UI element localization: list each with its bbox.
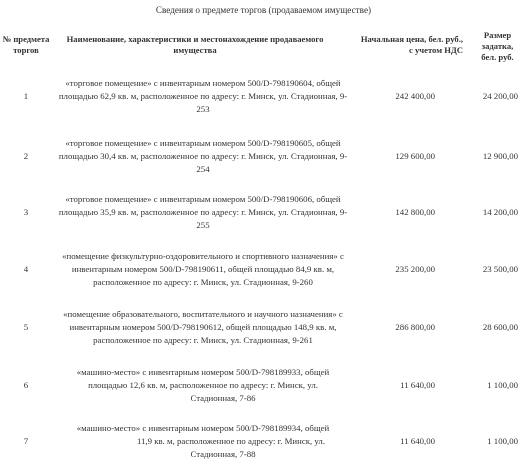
description-line: инвентарным номером 500/D-798190612, общей площадью 148,9 кв. м,	[69, 322, 337, 332]
header-lot-number	[0, 34, 52, 56]
description-line: «торговое помещение» с инвентарным номером 500/D-798190606, общей	[65, 194, 341, 204]
description-line: инвентарным номером 500/D-798190611, общей площадью 84,9 кв. м,	[71, 264, 335, 274]
description-line: «торговое помещение» с инвентарным номером 500/D-798190605, общей	[65, 138, 341, 148]
lot-number: 4	[23, 264, 29, 274]
deposit-amount: 24 200,00	[482, 91, 518, 101]
header-deposit-line: задатка,	[481, 41, 514, 51]
description-line: 255	[196, 220, 210, 230]
description-line: 11,9 кв. м, расположенное по адресу: г. Минск, ул.	[136, 436, 326, 446]
description-line: Стадионная, 7-86	[190, 393, 256, 403]
deposit-amount: 1 100,00	[487, 436, 518, 446]
start-price: 11 640,00	[400, 380, 435, 390]
start-price: 235 200,00	[395, 264, 435, 274]
header-price-line: с учетом НДС	[409, 45, 463, 55]
lot-number: 5	[23, 322, 29, 332]
description-line: площадью 62,9 кв. м, расположенное по адресу: г. Минск, ул. Стадионная, 9-	[58, 91, 348, 101]
description-line: «машино-место» с инвентарным номером 500/D-798189934, общей	[76, 423, 330, 433]
lot-description	[56, 422, 350, 461]
lot-number: 3	[23, 207, 29, 217]
description-line: расположенное по адресу: г. Минск, ул. Стадионная, 9-260	[93, 277, 313, 287]
lot-description	[56, 137, 350, 176]
description-line: «торговое помещение» с инвентарным номером 500/D-798190604, общей	[65, 78, 341, 88]
description-line: «помещение образовательного, воспитательного и научного назначения» с	[63, 309, 343, 319]
header-name-line: Наименование, характеристики и местонахождение продаваемого	[66, 34, 324, 44]
header-deposit	[468, 30, 527, 63]
description-line: «машино-место» с инвентарным номером 500/D-798189933, общей	[76, 367, 330, 377]
header-name-line: имущества	[173, 45, 217, 55]
description-line: Стадионная, 7-88	[190, 449, 256, 459]
start-price: 11 640,00	[400, 436, 435, 446]
table-header	[0, 30, 527, 70]
description-line: расположенное по адресу: г. Минск, ул. Стадионная, 9-261	[93, 335, 313, 345]
lot-description	[56, 308, 350, 347]
header-deposit-line: бел. руб.	[481, 52, 514, 62]
lot-description	[56, 250, 350, 289]
deposit-amount: 12 900,00	[482, 151, 518, 161]
lot-number: 2	[23, 151, 29, 161]
description-line: площадью 30,4 кв. м, расположенное по адресу: г. Минск, ул. Стадионная, 9-	[58, 151, 348, 161]
start-price: 286 800,00	[395, 322, 435, 332]
header-num-line: № предмета	[2, 34, 50, 44]
deposit-amount: 23 500,00	[482, 264, 518, 274]
start-price: 242 400,00	[395, 91, 435, 101]
description-line: площадью 12,6 кв. м, расположенное по адресу: г. Минск, ул.	[88, 380, 318, 390]
description-line: «помещение физкультурно-оздоровительного и спортивного назначения» с	[62, 251, 344, 261]
header-start-price	[355, 34, 463, 56]
header-description	[52, 34, 338, 56]
description-line: 253	[196, 104, 210, 114]
lot-number: 6	[23, 380, 29, 390]
description-line: площадью 35,9 кв. м, расположенное по адресу: г. Минск, ул. Стадионная, 9-	[58, 207, 348, 217]
start-price: 142 800,00	[395, 207, 435, 217]
header-price-line: Начальная цена, бел. руб.,	[360, 34, 463, 44]
lot-number: 1	[23, 91, 29, 101]
deposit-amount: 14 200,00	[482, 207, 518, 217]
lot-description	[56, 77, 350, 116]
start-price: 129 600,00	[395, 151, 435, 161]
lot-number: 7	[23, 436, 29, 446]
header-deposit-line: Размер	[483, 30, 512, 40]
description-line: 254	[196, 164, 210, 174]
deposit-amount: 1 100,00	[487, 380, 518, 390]
lot-description	[56, 366, 350, 405]
header-num-line: торгов	[13, 45, 39, 55]
lot-description	[56, 193, 350, 232]
table-caption: Сведения о предмете торгов (продаваемом имуществе)	[155, 5, 372, 15]
deposit-amount: 28 600,00	[482, 322, 518, 332]
